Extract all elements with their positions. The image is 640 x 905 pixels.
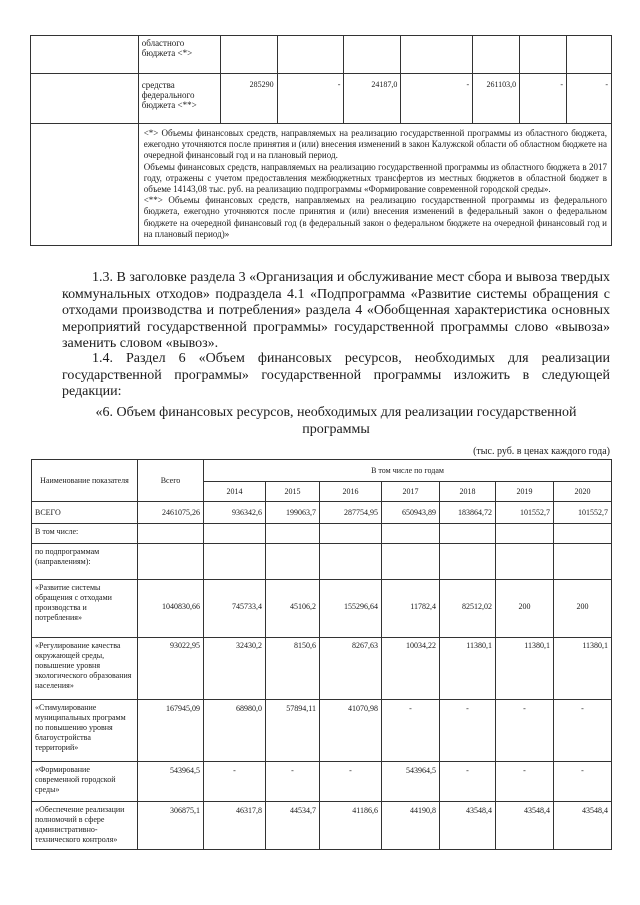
header-row <box>32 460 612 482</box>
header-year: 2015 <box>266 482 320 502</box>
cell: 745733,4 <box>204 580 266 638</box>
header-year: 2020 <box>554 482 612 502</box>
cell: 46317,8 <box>204 802 266 850</box>
cell: 155296,64 <box>320 580 382 638</box>
cell: 11380,1 <box>440 638 496 700</box>
cell: 1040830,66 <box>138 580 204 638</box>
cell: 10034,22 <box>382 638 440 700</box>
row-label: «Развитие системы обращения с отходами производства и потребления» <box>32 580 138 638</box>
funding-sources-table <box>30 35 612 246</box>
section-title: «6. Объем финансовых ресурсов, необходимых для реализации государственной программы <box>95 405 577 437</box>
cell: 68980,0 <box>204 700 266 762</box>
cell: 650943,89 <box>382 502 440 524</box>
cell: 11380,1 <box>496 638 554 700</box>
cell: 543964,5 <box>138 762 204 802</box>
table-row-total <box>32 502 612 524</box>
cell: 41186,6 <box>320 802 382 850</box>
row-label: «Формирование современной городской среды» <box>32 762 138 802</box>
cell: 8267,63 <box>320 638 382 700</box>
cell: - <box>496 700 554 762</box>
table-row <box>31 124 612 246</box>
cell: 936342,6 <box>204 502 266 524</box>
paragraph-1-4: 1.4. Раздел 6 «Объем финансовых ресурсов, необходимых для реализации государственной программы» государственной программы изложить в следующей редакции: <box>62 351 610 399</box>
header-year: 2018 <box>440 482 496 502</box>
cell: 93022,95 <box>138 638 204 700</box>
header-year: 2017 <box>382 482 440 502</box>
cell: 200 <box>496 580 554 638</box>
cell: - <box>401 74 473 124</box>
cell: 183864,72 <box>440 502 496 524</box>
cell <box>401 36 473 74</box>
cell: - <box>320 762 382 802</box>
row-label: по подпрограммам (направлениям): <box>32 544 138 580</box>
cell: - <box>520 74 567 124</box>
paragraph-1-3: 1.3. В заголовке раздела 3 «Организация и обслуживание мест сбора и вывоза твердых коммунальных отходов» подраздела 4.1 «Подпрограмма «Развитие системы обращения с отходами производства и потребления» раздела 4 «Обобщенная характеристика основных мероприятий государственной программы» государственной программы слово «вывоза» заменить словом «вывоз». <box>62 270 610 351</box>
footnote: <**> Объемы финансовых средств, направляемых на реализацию государственной программы из федерального бюджета, ежегодно уточняются после принятия и (или) внесения изменений в федеральный закон о федеральном бюджете на очередной финансовый год (в федеральный закон о федеральном бюджете на очередной финансовый год и на плановый период)» <box>143 195 607 239</box>
row-label: В том числе: <box>32 524 138 544</box>
header-name: Наименование показателя <box>32 460 138 502</box>
table-row <box>32 700 612 762</box>
row-label: «Регулирование качества окружающей среды, повышение уровня экологического образования населения» <box>32 638 138 700</box>
cell: 11782,4 <box>382 580 440 638</box>
cell: - <box>277 74 344 124</box>
table-row <box>32 638 612 700</box>
cell: - <box>266 762 320 802</box>
cell: - <box>382 700 440 762</box>
footnote: Объемы финансовых средств, направляемых на реализацию государственной программы из областного бюджета в 2017 году, отражены с учетом предоставления межбюджетных трансфертов из местных бюджетов в областной бюджет в объеме 14143,08 тыс. руб. на реализацию подпрограммы «Формирование современной городской среды». <box>143 161 607 195</box>
cell: - <box>204 762 266 802</box>
cell: 167945,09 <box>138 700 204 762</box>
cell: 200 <box>554 580 612 638</box>
cell: - <box>440 700 496 762</box>
cell: 43548,4 <box>554 802 612 850</box>
cell: 43548,4 <box>440 802 496 850</box>
cell: 8150,6 <box>266 638 320 700</box>
cell: 306875,1 <box>138 802 204 850</box>
financing-table <box>31 459 612 850</box>
cell: 101552,7 <box>554 502 612 524</box>
cell: 24187,0 <box>344 74 401 124</box>
cell: 11380,1 <box>554 638 612 700</box>
cell: 41070,98 <box>320 700 382 762</box>
cell: - <box>440 762 496 802</box>
cell <box>473 36 520 74</box>
footnotes <box>138 124 611 246</box>
table-row <box>31 36 612 74</box>
header-year: 2014 <box>204 482 266 502</box>
row-label: «Обеспечение реализации полномочий в сфере административно-технического контроля» <box>32 802 138 850</box>
cell: - <box>567 74 612 124</box>
row-label: средства федерального бюджета <**> <box>138 74 220 124</box>
footnote: <*> Объемы финансовых средств, направляемых на реализацию государственной программы из областного бюджета, ежегодно уточняются после принятия и (или) внесения изменений в закон Калужской области об областном бюджете на очередной финансовый год и на плановый период. <box>143 128 607 161</box>
cell: 45106,2 <box>266 580 320 638</box>
cell: 2461075,26 <box>138 502 204 524</box>
units-note: (тыс. руб. в ценах каждого года) <box>473 446 610 457</box>
row-label: «Стимулирование муниципальных программ по повышению уровня благоустройства территорий» <box>32 700 138 762</box>
row-label: ВСЕГО <box>32 502 138 524</box>
header-year: 2016 <box>320 482 382 502</box>
cell: 261103,0 <box>473 74 520 124</box>
cell <box>220 36 277 74</box>
cell: - <box>554 762 612 802</box>
header-total: Всего <box>138 460 204 502</box>
row-label: областного бюджета <*> <box>138 36 220 74</box>
table-row <box>32 524 612 544</box>
table-row <box>32 580 612 638</box>
cell: 44534,7 <box>266 802 320 850</box>
cell: 32430,2 <box>204 638 266 700</box>
cell: 43548,4 <box>496 802 554 850</box>
table-row <box>31 74 612 124</box>
cell: - <box>554 700 612 762</box>
cell: 287754,95 <box>320 502 382 524</box>
cell: - <box>496 762 554 802</box>
cell <box>277 36 344 74</box>
cell: 199063,7 <box>266 502 320 524</box>
cell: 57894,11 <box>266 700 320 762</box>
cell <box>567 36 612 74</box>
cell: 285290 <box>220 74 277 124</box>
table-row <box>32 762 612 802</box>
cell: 543964,5 <box>382 762 440 802</box>
cell <box>344 36 401 74</box>
cell: 82512,02 <box>440 580 496 638</box>
header-year: 2019 <box>496 482 554 502</box>
cell: 101552,7 <box>496 502 554 524</box>
header-years-caption: В том числе по годам <box>204 460 612 482</box>
table-row <box>32 544 612 580</box>
table-row <box>32 802 612 850</box>
cell: 44190,8 <box>382 802 440 850</box>
cell <box>520 36 567 74</box>
